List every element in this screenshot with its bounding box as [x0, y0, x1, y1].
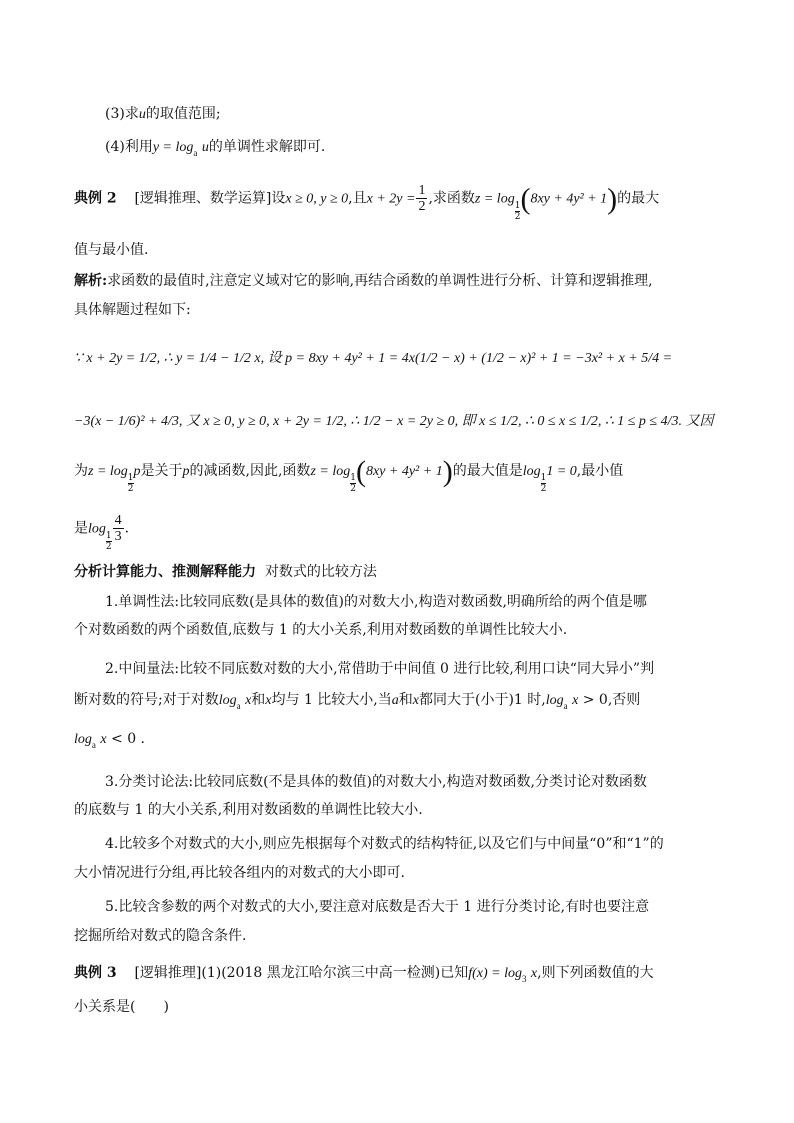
- text: 是: [74, 520, 88, 537]
- text-line: 大小情况进行分组,再比较各组内的对数式的大小即可.: [74, 865, 405, 881]
- numerator: 1: [418, 183, 426, 198]
- math-sub: 3: [521, 974, 527, 984]
- text: 求函数的最值时,注意定义域对它的影响,再结合函数的单调性进行分析、计算和逻辑推理,: [107, 273, 653, 289]
- text-line: 挖掘所给对数式的隐含条件.: [74, 928, 247, 944]
- math: 8xy + 4y² + 1: [530, 191, 608, 207]
- text: [逻辑推理](1)(2018 黑龙江哈尔滨三中高一检测)已知: [134, 965, 469, 981]
- example-label: 典例 3: [74, 965, 117, 981]
- math: x + 2y =: [366, 191, 416, 207]
- text-line: 5.比较含参数的两个对数式的大小,要注意对底数是否大于 1 进行分类讨论,有时也要注意: [105, 899, 650, 915]
- text: [逻辑推理、数学运算]设: [134, 190, 286, 207]
- math-line: ∵ x + 2y = 1/2, ∴ y = 1/4 − 1/2 x, 设 p = 8xy + 4y² + 1 = 4x(1/2 − x) + (1/2 − x)² + 1 = −3x² + x + 5/4 =: [74, 351, 673, 366]
- text-line: 4.比较多个对数式的大小,则应先根据每个对数式的结构特征,以及它们与中间量“0”和“1”的: [105, 836, 664, 852]
- denominator: 2: [514, 211, 521, 222]
- text: 为: [74, 463, 88, 479]
- math-line-4: 是log $\frac{1}{2}$ $\frac{4}{3}$ .: [74, 513, 130, 552]
- denominator: 2: [418, 199, 426, 214]
- text-line: 1.单调性法:比较同底数(是具体的数值)的对数大小,构造对数函数,明确所给的两个值是哪: [105, 594, 647, 610]
- math: y = log: [152, 140, 194, 155]
- numerator: 1: [514, 200, 521, 211]
- text: ,最小值: [576, 463, 624, 479]
- example-3: [74, 963, 654, 989]
- text-line: 个对数函数的两个函数值,底数与 1 的大小关系,利用对数函数的单调性比较大小.: [74, 622, 568, 638]
- text: (4)利用: [105, 139, 153, 155]
- var-u: u: [138, 107, 146, 122]
- section-header: [74, 562, 377, 582]
- solution: [74, 271, 653, 291]
- math-sub: a: [193, 148, 198, 158]
- text: ,求函数: [428, 190, 475, 207]
- text: 的单调性求解即可.: [208, 139, 326, 155]
- math-line-3: 为z = log $\frac{1}{2}$ p是关于p的减函数,因此,函数z = log $\frac{1}{2}$ (8xy + 4y² + 1)的最大值是log $\frac{1}{2}$ 1 = 0,最小值: [74, 455, 624, 494]
- text: 的取值范围;: [145, 106, 221, 122]
- text-line: 2.中间量法:比较不同底数对数的大小,常借助于中间值 0 进行比较,利用口诀“同大异小”判: [105, 661, 655, 677]
- text: 的最大: [617, 190, 660, 207]
- solution-label: 解析:: [74, 273, 108, 289]
- text-line: 值与最小值.: [74, 242, 149, 258]
- text: ,且: [348, 190, 367, 207]
- text: ,则下列函数值的大: [537, 965, 654, 981]
- text: 是关于: [140, 463, 183, 479]
- text: (3)求: [105, 106, 139, 122]
- text: 的减函数,因此,函数: [189, 463, 311, 479]
- math-line: −3(x − 1/6)² + 4/3, 又 x ≥ 0, y ≥ 0, x + 2y = 1/2, ∴ 1/2 − x = 2y ≥ 0, 即 x ≤ 1/2, ∴ 0 ≤ x ≤ 1/2, ∴ 1 ≤ p ≤ 4/3. 又因: [74, 414, 714, 429]
- text-line: $\log_a x < 0$ .: [74, 731, 146, 750]
- math: x ≥ 0, y ≥ 0: [285, 191, 349, 207]
- math: f(x) = log: [468, 966, 522, 981]
- text-line: 的底数与 1 的大小关系,利用对数函数的单调性比较大小.: [74, 802, 423, 818]
- var-x: x: [530, 966, 538, 981]
- example-2: 典例 2 [逻辑推理、数学运算]设x ≥ 0, y ≥ 0,且x + 2y = $\frac{1}{2}$ ,求函数z = log $\frac{1}{2}$ (8xy + 4y² + 1)的最大: [74, 182, 660, 222]
- section-subtitle: 对数式的比较方法: [264, 564, 377, 580]
- text-line: 断对数的符号;对于对数$\log_a x$和x均与 1 比较大小,当a和x都同大于(小于)1 时$,\log_a$ x > 0,否则: [74, 692, 641, 711]
- example-label: 典例 2: [74, 190, 117, 207]
- math: z = log: [474, 191, 515, 207]
- fraction: [416, 183, 427, 214]
- var-u: u: [201, 140, 209, 155]
- text-line: 小关系是( ): [74, 999, 169, 1015]
- text-line: 3.分类讨论法:比较同底数(不是具体的数值)的对数大小,构造对数函数,分类讨论对数函数: [105, 774, 647, 790]
- line-4: [105, 137, 325, 163]
- text: 的最大值是: [452, 463, 523, 479]
- text-line: 具体解题过程如下:: [74, 302, 191, 318]
- line-3: [105, 104, 221, 125]
- section-title: 分析计算能力、推测解释能力: [74, 564, 256, 580]
